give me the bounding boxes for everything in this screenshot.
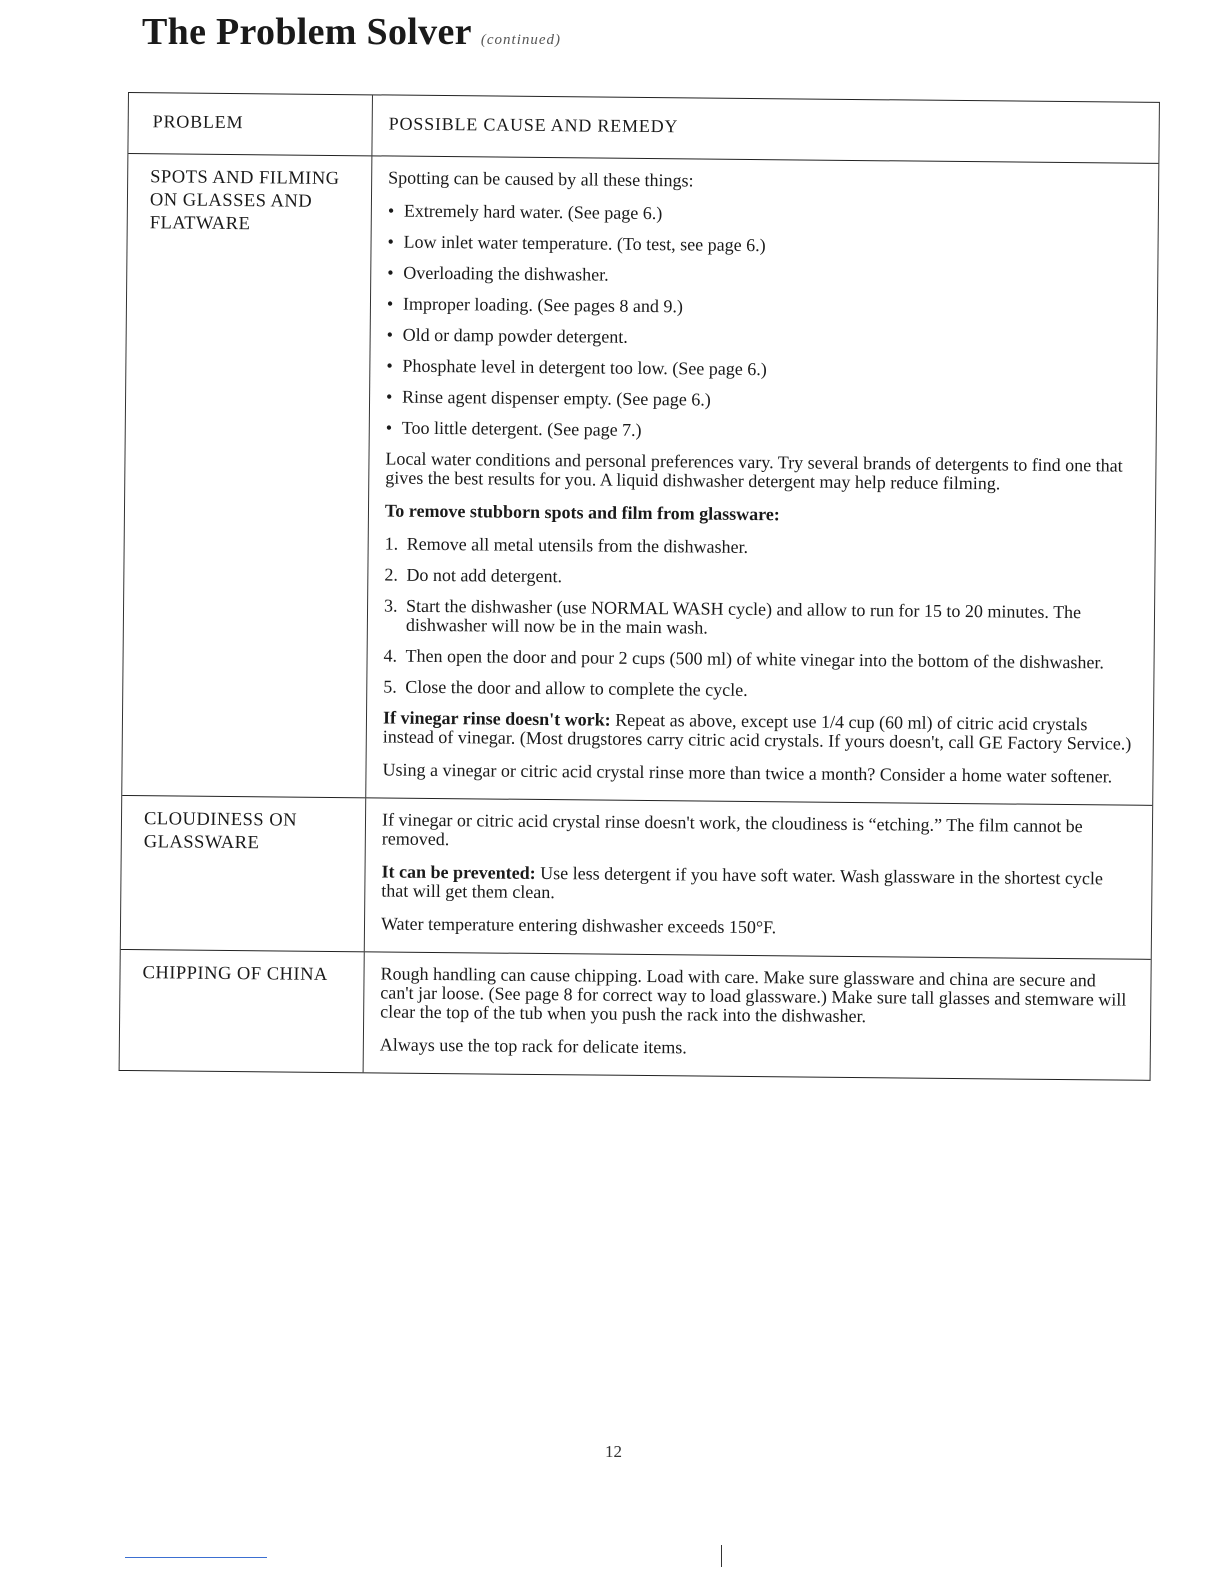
cause-list <box>386 202 1138 445</box>
prevent-lead: It can be prevented: <box>381 861 536 883</box>
prevention-note <box>381 862 1131 907</box>
title-suffix: (continued) <box>480 32 562 48</box>
list-item: • Too little detergent. (See page 7.) <box>386 418 1136 444</box>
step-text: Then open the door and pour 2 cups (500 ml) of white vinegar into the bottom of the dishwasher. <box>405 645 1105 673</box>
step-text: Remove all metal utensils from the dishwasher. <box>406 533 749 557</box>
table-header <box>128 93 1159 164</box>
step-number: 1. <box>384 533 399 554</box>
step-number: 3. <box>383 595 398 616</box>
step-text: Do not add detergent. <box>406 564 563 587</box>
etching-note: If vinegar or citric acid crystal rinse doesn't work, the cloudiness is “etching.” The film cannot be removed. <box>381 809 1083 850</box>
temperature-note: Water temperature entering dishwasher exceeds 150°F. <box>380 913 777 938</box>
scan-mark-tick <box>721 1545 722 1567</box>
list-item: • Phosphate level in detergent too low. (See page 6.) <box>386 356 1136 382</box>
handling-note: Rough handling can cause chipping. Load with care. Make sure glassware and china are secure and can't jar loose. (See page 8 for correct way to load glassware.) Make sure tall glasses and stemware will clear the top of the tub when you push the rack into the dishwasher. <box>380 963 1127 1027</box>
table-row <box>121 796 1152 960</box>
step-item <box>384 596 1134 641</box>
table-row <box>120 950 1151 1080</box>
step-text: Close the door and allow to complete the cycle. <box>405 676 748 700</box>
remedy-intro: Spotting can be caused by all these things: <box>388 167 694 191</box>
stubborn-spots-heading: To remove stubborn spots and film from glassware: <box>384 500 780 525</box>
step-number: 4. <box>383 645 398 666</box>
vinegar-lead: If vinegar rinse doesn't work: <box>382 707 611 730</box>
list-item: • Extremely hard water. (See page 6.) <box>388 202 1138 228</box>
table-row <box>122 154 1158 806</box>
remedy-cell <box>365 798 1152 959</box>
prevent-text: Use less detergent if you have soft water. Wash glassware in the shortest cycle that will get them clean. <box>381 862 1103 903</box>
list-item: • Low inlet water temperature. (To test, see page 6.) <box>387 232 1137 258</box>
vinegar-text: Repeat as above, except use 1/4 cup (60 ml) of citric acid crystals instead of vinegar. (Most drugstores carry citric acid crystals. If yours doesn't, call GE Factory Service.) <box>382 709 1132 754</box>
local-conditions-note: Local water conditions and personal preferences vary. Try several brands of detergents to find one that gives the best results for you. A liquid dishwasher detergent may help reduce filming. <box>385 448 1123 494</box>
step-item <box>384 646 1134 672</box>
step-item <box>384 565 1134 591</box>
problem-cell: CLOUDINESS ON GLASSWARE <box>121 796 366 951</box>
list-item: • Overloading the dishwasher. <box>387 263 1137 289</box>
title-text: The Problem Solver <box>142 11 472 53</box>
list-item: • Old or damp powder detergent. <box>387 325 1137 351</box>
top-rack-note: Always use the top rack for delicate items. <box>379 1034 687 1058</box>
problem-cell: CHIPPING OF CHINA <box>120 950 365 1072</box>
step-number: 2. <box>384 564 398 585</box>
step-text: Start the dishwasher (use NORMAL WASH cycle) and allow to run for 15 to 20 minutes. The dishwasher will now be in the main wash. <box>405 595 1082 638</box>
softener-note: Using a vinegar or citric acid crystal rinse more than twice a month? Consider a home water softener. <box>382 759 1113 787</box>
list-item: • Improper loading. (See pages 8 and 9.) <box>387 294 1137 320</box>
page-number: 12 <box>605 1442 622 1461</box>
step-item <box>385 534 1135 560</box>
problem-cell: SPOTS AND FILMING ON GLASSES AND FLATWARE <box>122 154 372 797</box>
header-remedy: POSSIBLE CAUSE AND REMEDY <box>388 113 679 137</box>
page-title <box>142 10 561 54</box>
step-number: 5. <box>383 676 397 697</box>
remedy-cell <box>366 156 1158 805</box>
problem-solver-table <box>119 92 1160 1081</box>
vinegar-note <box>383 708 1133 753</box>
scan-mark-line <box>125 1557 267 1558</box>
header-problem: PROBLEM <box>128 93 373 155</box>
step-item <box>383 677 1133 703</box>
remedy-cell <box>364 952 1151 1080</box>
steps-list <box>383 534 1135 703</box>
list-item: • Rinse agent dispenser empty. (See page 6.) <box>386 387 1136 413</box>
